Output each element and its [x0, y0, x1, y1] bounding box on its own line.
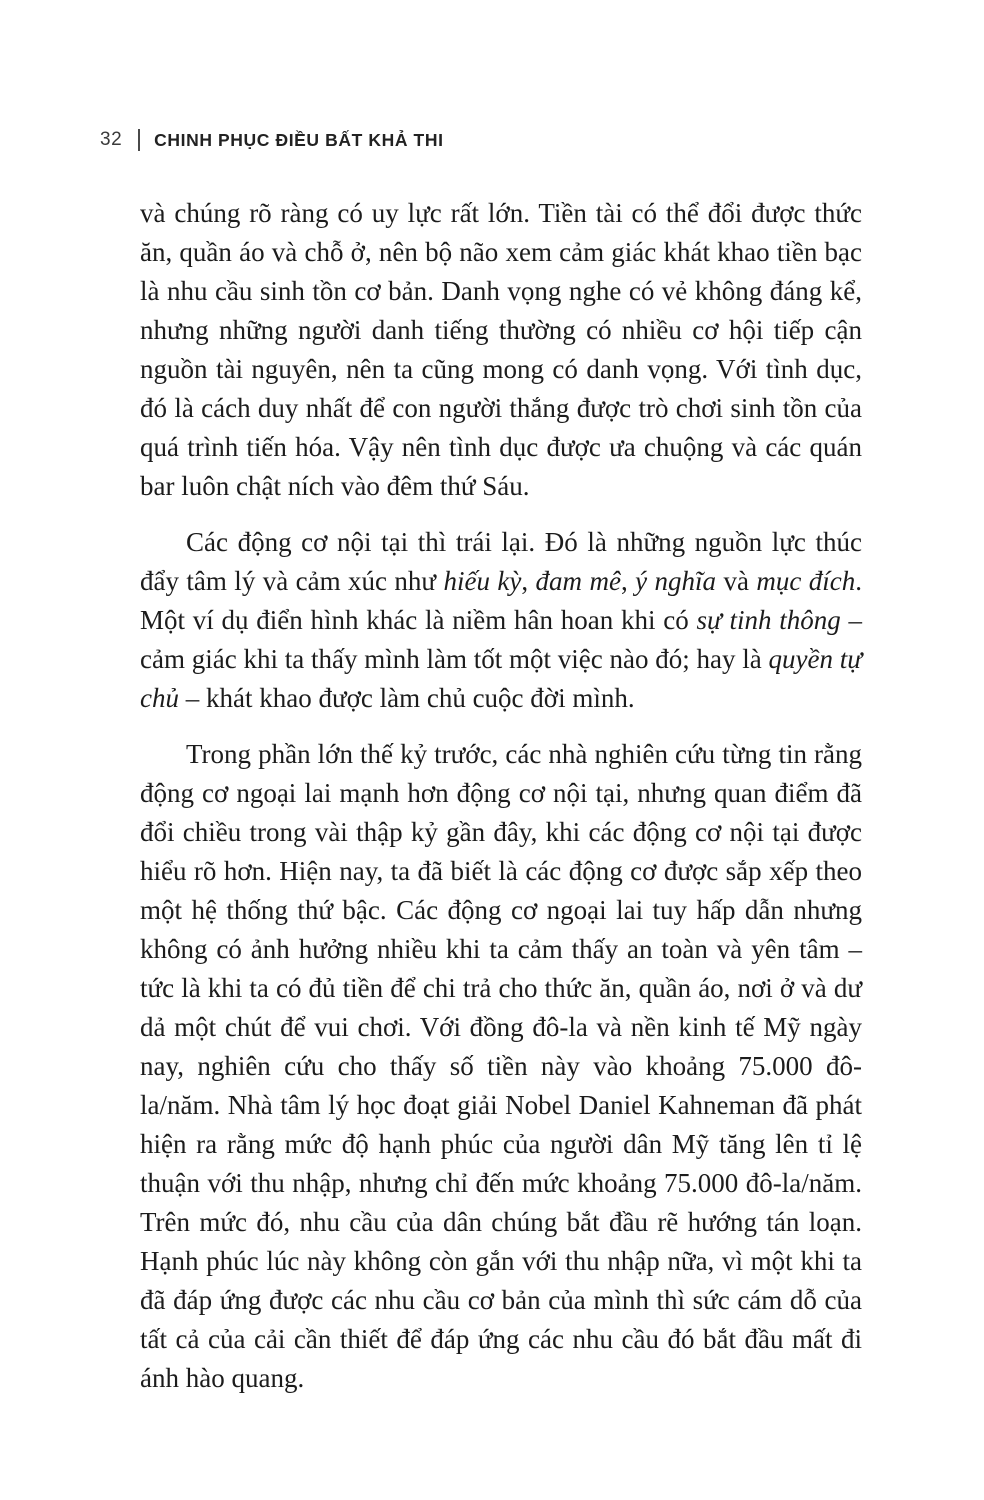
italic-text-run: hiếu kỳ	[443, 566, 522, 596]
header-divider	[138, 129, 140, 151]
text-run: ,	[521, 566, 536, 596]
text-run: và chúng rõ ràng có uy lực rất lớn. Tiền tài có thể đổi được thức ăn, quần áo và chỗ ở, nên bộ não xem cảm giác khát khao tiền bạc là nhu cầu sinh tồn cơ bản. Danh vọng nghe có vẻ không đáng kể, nhưng những người danh tiếng thường có nhiều cơ hội tiếp cận nguồn tài nguyên, nên ta cũng mong có danh vọng. Với tình dục, đó là cách duy nhất để con người thắng được trò chơi sinh tồn của quá trình tiến hóa. Vậy nên tình dục được ưa chuộng và các quán bar luôn chật ních vào đêm thứ Sáu.	[140, 198, 862, 501]
text-run: Trong phần lớn thế kỷ trước, các nhà nghiên cứu từng tin rằng động cơ ngoại lai mạnh hơn động cơ nội tại, nhưng quan điểm đã đổi chiều trong vài thập kỷ gần đây, khi các động cơ nội tại được hiểu rõ hơn. Hiện nay, ta đã biết là các động cơ được sắp xếp theo một hệ thống thứ bậc. Các động cơ ngoại lai tuy hấp dẫn nhưng không có ảnh hưởng nhiều khi ta cảm thấy an toàn và yên tâm – tức là khi ta có đủ tiền để chi trả cho thức ăn, quần áo, nơi ở và dư dả một chút để vui chơi. Với đồng đô-la và nền kinh tế Mỹ ngày nay, nghiên cứu cho thấy số tiền này vào khoảng 75.000 đô-la/năm. Nhà tâm lý học đoạt giải Nobel Daniel Kahneman đã phát hiện ra rằng mức độ hạnh phúc của người dân Mỹ tăng lên tỉ lệ thuận với thu nhập, nhưng chỉ đến mức khoảng 75.000 đô-la/năm. Trên mức đó, nhu cầu của dân chúng bắt đầu rẽ hướng tán loạn. Hạnh phúc lúc này không còn gắn với thu nhập nữa, vì một khi ta đã đáp ứng được các nhu cầu cơ bản của mình thì sức cám dỗ của tất cả của cải cần thiết để đáp ứng các nhu cầu đó bắt đầu mất đi ánh hào quang.	[140, 739, 862, 1393]
paragraph	[140, 735, 862, 1398]
text-run: – khát khao được làm chủ cuộc đời mình.	[178, 683, 635, 713]
page-number: 32	[100, 129, 123, 150]
book-title: CHINH PHỤC ĐIỀU BẤT KHẢ THI	[154, 129, 444, 150]
text-run: và	[716, 566, 757, 596]
italic-text-run: đam mê	[535, 566, 621, 596]
text-run: . Một ví dụ điển hình khác là niềm hân hoan khi có	[140, 566, 862, 635]
paragraph	[140, 194, 862, 506]
text-run: Các động cơ nội tại thì trái lại. Đó là những nguồn lực thúc đẩy tâm lý và cảm xúc như	[140, 527, 862, 596]
italic-text-run: ý nghĩa	[635, 566, 717, 596]
italic-text-run: mục đích	[756, 566, 856, 596]
text-run: ,	[620, 566, 636, 596]
text-run: – cảm giác khi ta thấy mình làm tốt một việc nào đó; hay là	[140, 605, 863, 674]
italic-text-run: quyền tự chủ	[140, 644, 862, 713]
italic-text-run: sự tinh thông	[696, 605, 841, 635]
paragraph	[140, 523, 862, 718]
body-text	[140, 194, 862, 1415]
page-header	[100, 127, 444, 153]
